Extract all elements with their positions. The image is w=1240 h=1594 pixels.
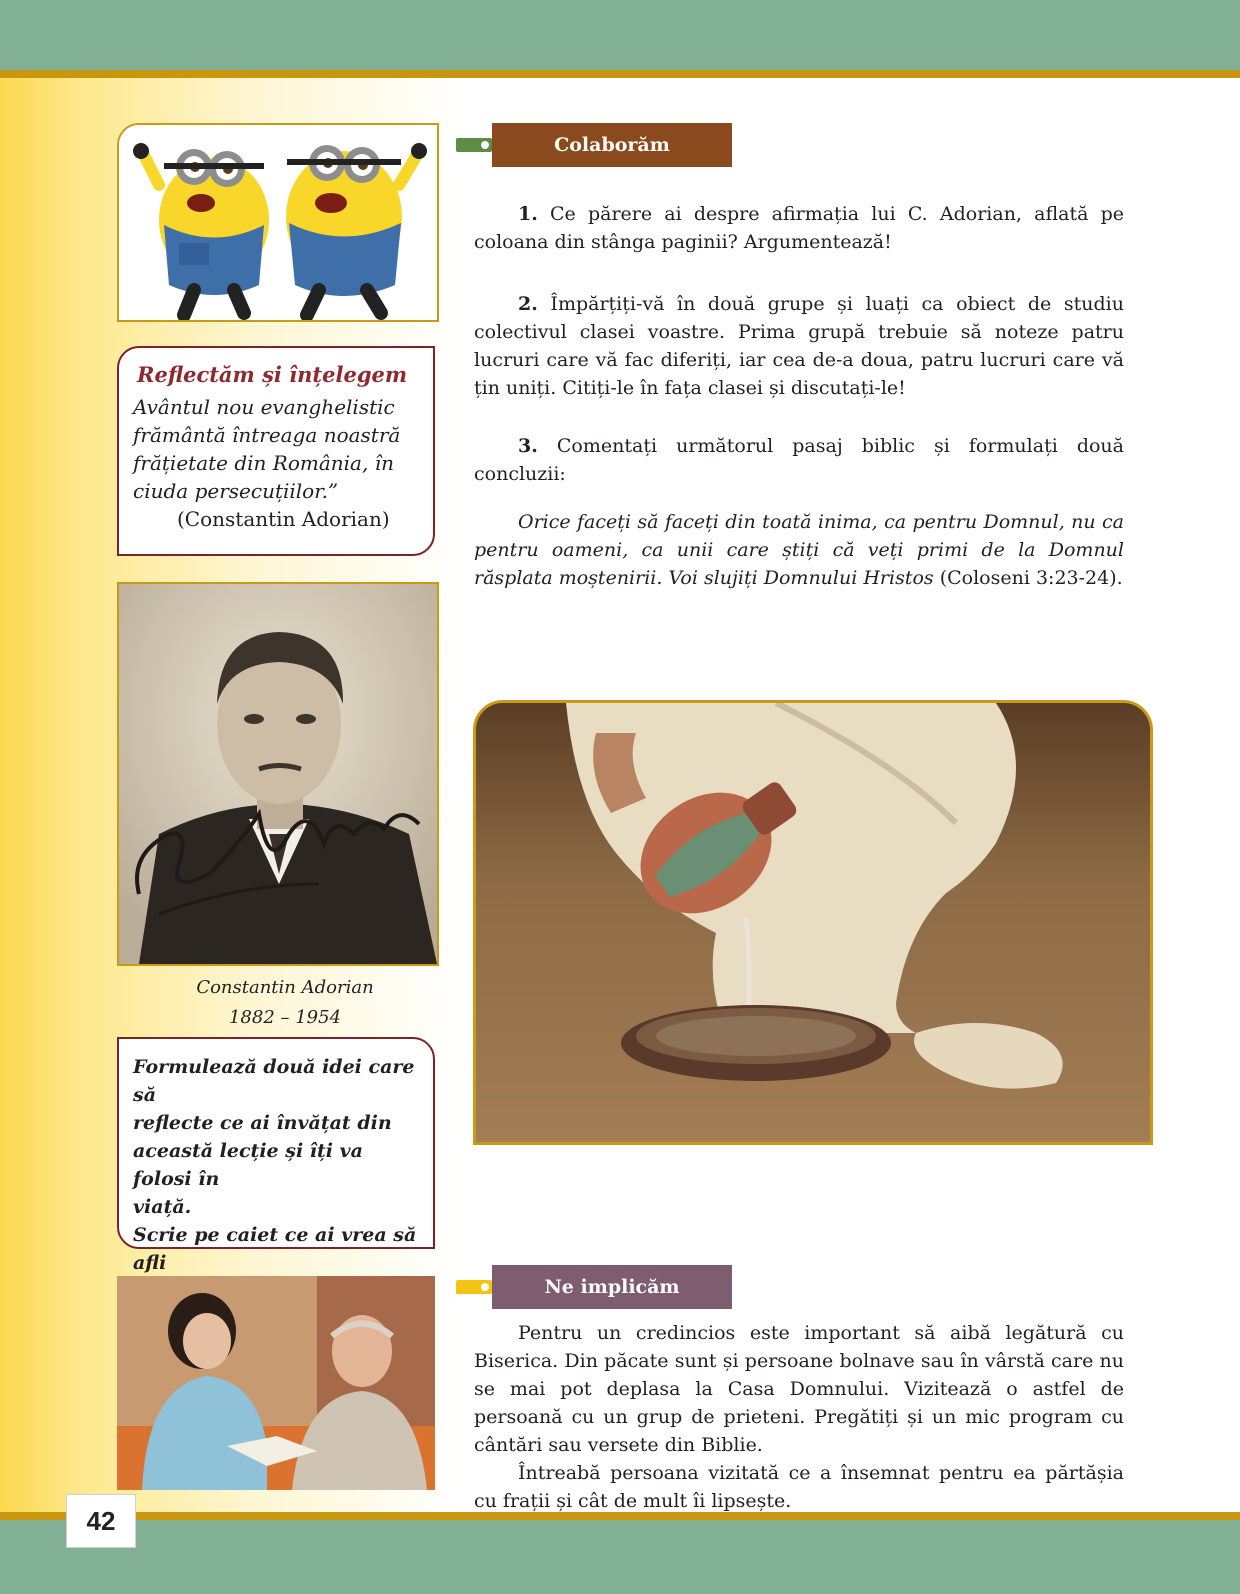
minions-image	[119, 125, 437, 320]
reflection-quote-line: ciuda persecuțiilor.”	[133, 479, 339, 503]
reflection-author: (Constantin Adorian)	[177, 507, 390, 531]
portrait-photo	[117, 582, 439, 966]
reflection-quote	[133, 393, 421, 505]
involve-text	[474, 1319, 1124, 1515]
bible-quote	[474, 508, 1124, 592]
top-rule	[0, 70, 1240, 78]
portrait-caption	[160, 973, 410, 1033]
portrait-caption-years: 1882 – 1954	[228, 1007, 342, 1028]
question-1-text: Ce părere ai despre afirmația lui C. Adorian, aflată pe coloana din stânga paginii? Argumentează!	[474, 203, 1124, 253]
question-1	[474, 200, 1124, 256]
visit-photo	[117, 1276, 435, 1490]
task-line: această lecție și îți va folosi în	[133, 1140, 363, 1190]
involve-paragraph-1: Pentru un credincios este important să aibă legătură cu Biserica. Din păcate sunt și persoane bolnave sau în vârstă care nu se mai pot deplasa la Casa Domnului. Vizitează o astfel de persoană cu un grup de prieteni. Pregătiți și un mic program cu cântări sau versete din Biblie.	[474, 1322, 1124, 1456]
involve-header	[456, 1265, 732, 1309]
page-number: 42	[66, 1494, 136, 1548]
tab-marker-icon	[456, 138, 492, 152]
portrait-image	[119, 584, 437, 964]
task-box	[117, 1037, 435, 1274]
minions-illustration	[117, 123, 439, 322]
task-line: Formulează două idei care să	[133, 1056, 415, 1106]
visit-image	[117, 1276, 435, 1490]
reflection-title: Reflectăm și înțelegem	[137, 362, 408, 387]
question-2-number: 2.	[518, 293, 538, 315]
task-line: Scrie pe caiet ce ai vrea să afli	[133, 1224, 417, 1274]
portrait-caption-name: Constantin Adorian	[196, 977, 374, 998]
involve-title: Ne implicăm	[492, 1265, 732, 1309]
question-3-number: 3.	[518, 435, 538, 457]
task-line: reflecte ce ai învățat din	[133, 1112, 392, 1134]
question-2-text: Împărțiți-vă în două grupe și luați ca obiect de studiu colectivul clasei voastre. Prima grupă trebuie să noteze patru lucruri care vă fac diferiți, iar cea de-a doua, patru lucruri care vă țin uniți. Citiți-le în fața clasei și discutați-le!	[474, 293, 1124, 399]
involve-paragraph-2: Întreabă persoana vizitată ce a însemnat pentru ea părtășia cu frații și cât de mult îi lipsește.	[474, 1462, 1124, 1512]
pouring-water-photo	[473, 700, 1153, 1145]
bible-quote-reference: (Coloseni 3:23-24).	[933, 567, 1123, 589]
reflection-quote-line: Avântul nou evanghelistic	[133, 395, 395, 419]
top-band	[0, 0, 1240, 70]
question-3-text: Comentați următorul pasaj biblic și formulați două concluzii:	[474, 435, 1124, 485]
reflection-quote-line: frățietate din România, în	[133, 451, 394, 475]
pouring-water-image	[476, 703, 1150, 1142]
bottom-band	[0, 1520, 1240, 1594]
reflection-box	[117, 346, 435, 556]
question-2	[474, 290, 1124, 402]
task-line: viață.	[133, 1196, 192, 1218]
question-1-number: 1.	[518, 203, 538, 225]
collaborate-title: Colaborăm	[492, 123, 732, 167]
reflection-quote-line: frământă întreaga noastră	[133, 423, 401, 447]
collaborate-header	[456, 123, 732, 167]
question-3	[474, 432, 1124, 488]
tab-marker-icon	[456, 1280, 492, 1294]
bible-quote-text: Orice faceți să faceți din toată inima, ca pentru Domnul, nu ca pentru oameni, ca unii care știți că veți primi de la Domnul răsplata moștenirii. Voi slujiți Domnului Hristos	[474, 511, 1124, 589]
